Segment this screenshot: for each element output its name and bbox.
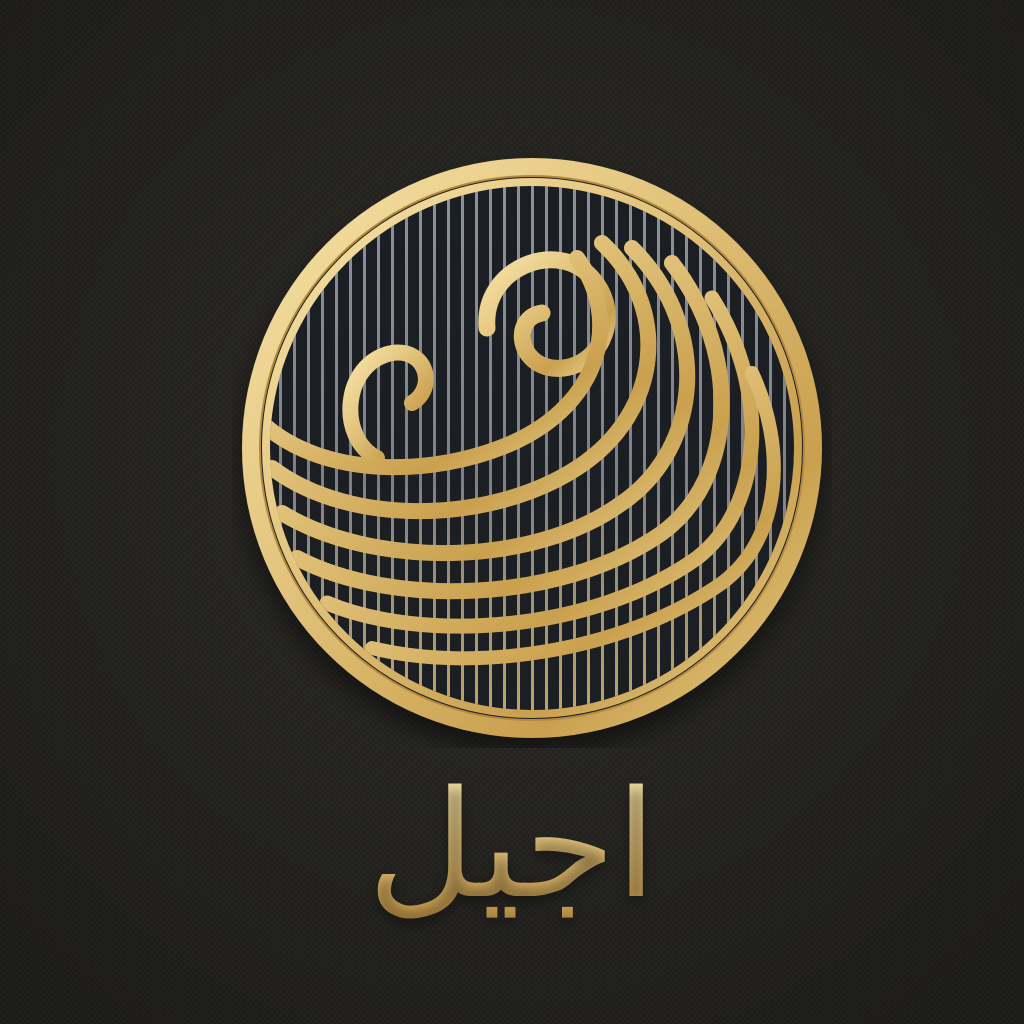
wordmark-text: اجيل xyxy=(367,759,657,931)
wave-swirl-icon xyxy=(232,148,832,748)
logo-wordmark xyxy=(0,750,1024,940)
